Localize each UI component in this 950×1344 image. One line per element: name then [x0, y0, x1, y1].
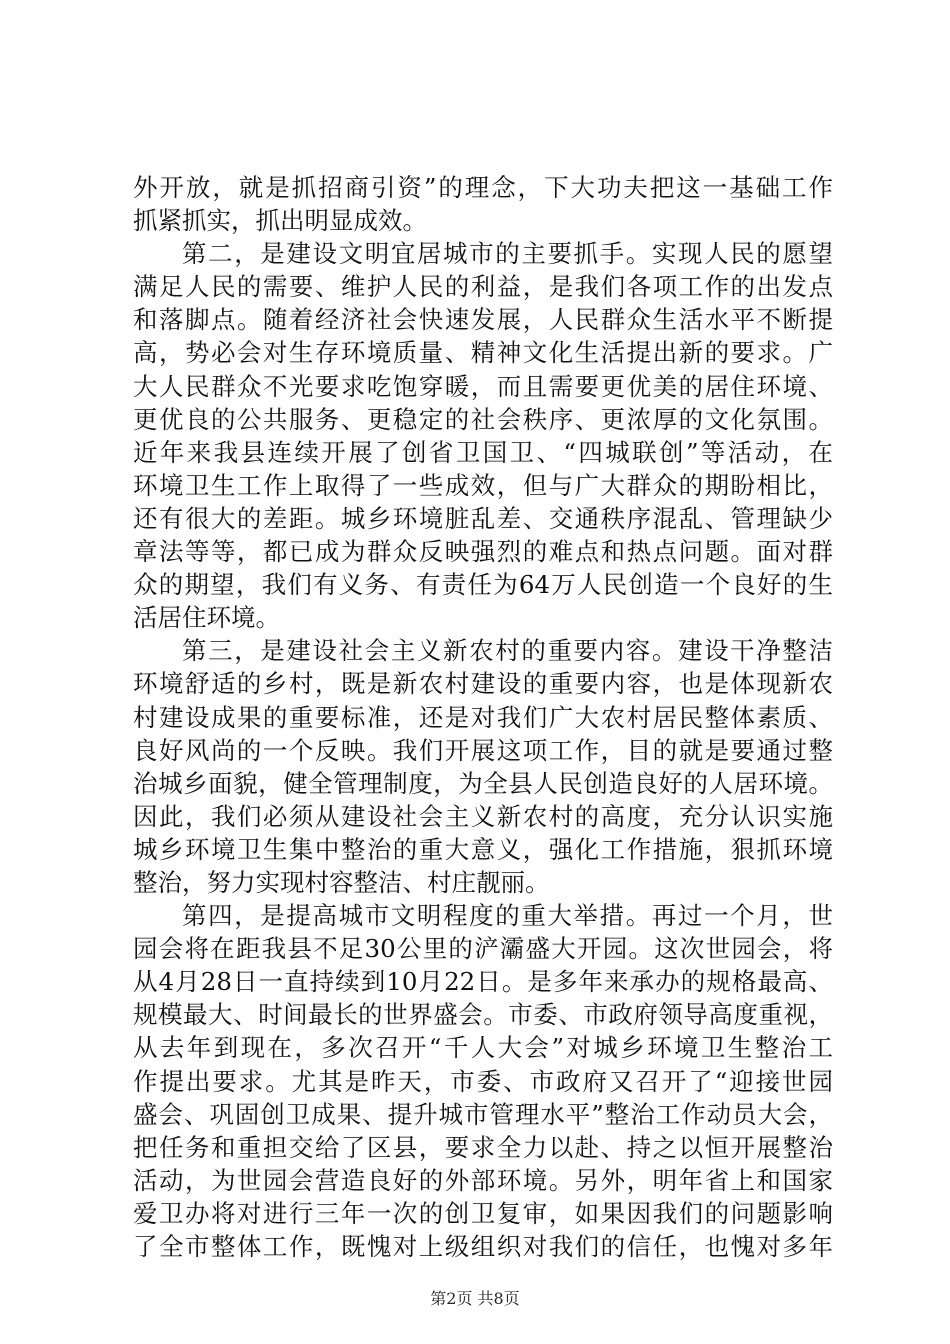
text-line: 作提出要求。尤其是昨天，市委、市政府又召开了“迎接世园	[133, 1066, 833, 1096]
text-line: 高，势必会对生存环境质量、精神文化生活提出新的要求。广	[133, 338, 833, 368]
text-line: 良好风尚的一个反映。我们开展这项工作，目的就是要通过整	[133, 735, 833, 765]
text-line: 活居住环境。	[133, 603, 280, 633]
text-line: 因此，我们必须从建设社会主义新农村的高度，充分认识实施	[133, 801, 833, 831]
text-line: 满足人民的需要、维护人民的利益，是我们各项工作的出发点	[133, 272, 833, 302]
text-line: 还有很大的差距。城乡环境脏乱差、交通秩序混乱、管理缺少	[133, 503, 833, 533]
text-line: 从4月28日一直持续到10月22日。是多年来承办的规格最高、	[133, 967, 833, 997]
text-line: 了全市整体工作，既愧对上级组织对我们的信任，也愧对多年	[133, 1232, 833, 1261]
text-line: 大人民群众不光要求吃饱穿暖，而且需要更优美的居住环境、	[133, 371, 833, 401]
text-line: 村建设成果的重要标准，还是对我们广大农村居民整体素质、	[133, 702, 833, 732]
text-line: 和落脚点。随着经济社会快速发展，人民群众生活水平不断提	[133, 305, 833, 335]
text-line: 众的期望，我们有义务、有责任为64万人民创造一个良好的生	[133, 570, 833, 600]
page-number: 第2页 共8页	[430, 1289, 520, 1308]
text-line: 活动，为世园会营造良好的外部环境。另外，明年省上和国家	[133, 1165, 833, 1195]
body-text	[133, 171, 833, 1263]
text-line: 近年来我县连续开展了创省卫国卫、“四城联创”等活动，在	[133, 437, 833, 467]
text-line: 环境卫生工作上取得了一些成效，但与广大群众的期盼相比，	[133, 470, 833, 500]
text-line: 从去年到现在，多次召开“千人大会”对城乡环境卫生整治工	[133, 1033, 833, 1063]
paragraph-first-line: 第二，是建设文明宜居城市的主要抓手。实现人民的愿望	[182, 239, 833, 269]
text-line: 规模最大、时间最长的世界盛会。市委、市政府领导高度重视，	[133, 1000, 833, 1030]
text-line: 把任务和重担交给了区县，要求全力以赴、持之以恒开展整治	[133, 1132, 833, 1162]
text-line: 盛会、巩固创卫成果、提升城市管理水平”整治工作动员大会，	[133, 1099, 833, 1129]
text-line: 抓紧抓实，抓出明显成效。	[133, 206, 427, 236]
text-line: 治城乡面貌，健全管理制度，为全县人民创造良好的人居环境。	[133, 768, 833, 798]
text-line: 更优良的公共服务、更稳定的社会秩序、更浓厚的文化氛围。	[133, 404, 833, 434]
paragraph-first-line: 第四，是提高城市文明程度的重大举措。再过一个月，世	[182, 901, 833, 931]
text-line: 园会将在距我县不足30公里的浐灞盛大开园。这次世园会，将	[133, 934, 833, 964]
text-line: 外开放，就是抓招商引资”的理念，下大功夫把这一基础工作	[133, 173, 833, 202]
text-line: 爱卫办将对进行三年一次的创卫复审，如果因我们的问题影响	[133, 1198, 833, 1228]
text-line: 环境舒适的乡村，既是新农村建设的重要内容，也是体现新农	[133, 669, 833, 699]
text-line: 城乡环境卫生集中整治的重大意义，强化工作措施，狠抓环境	[133, 834, 833, 864]
paragraph-first-line: 第三，是建设社会主义新农村的重要内容。建设干净整洁	[182, 636, 833, 666]
text-line: 整治，努力实现村容整洁、村庄靓丽。	[133, 867, 550, 897]
text-line: 章法等等，都已成为群众反映强烈的难点和热点问题。面对群	[133, 537, 833, 567]
